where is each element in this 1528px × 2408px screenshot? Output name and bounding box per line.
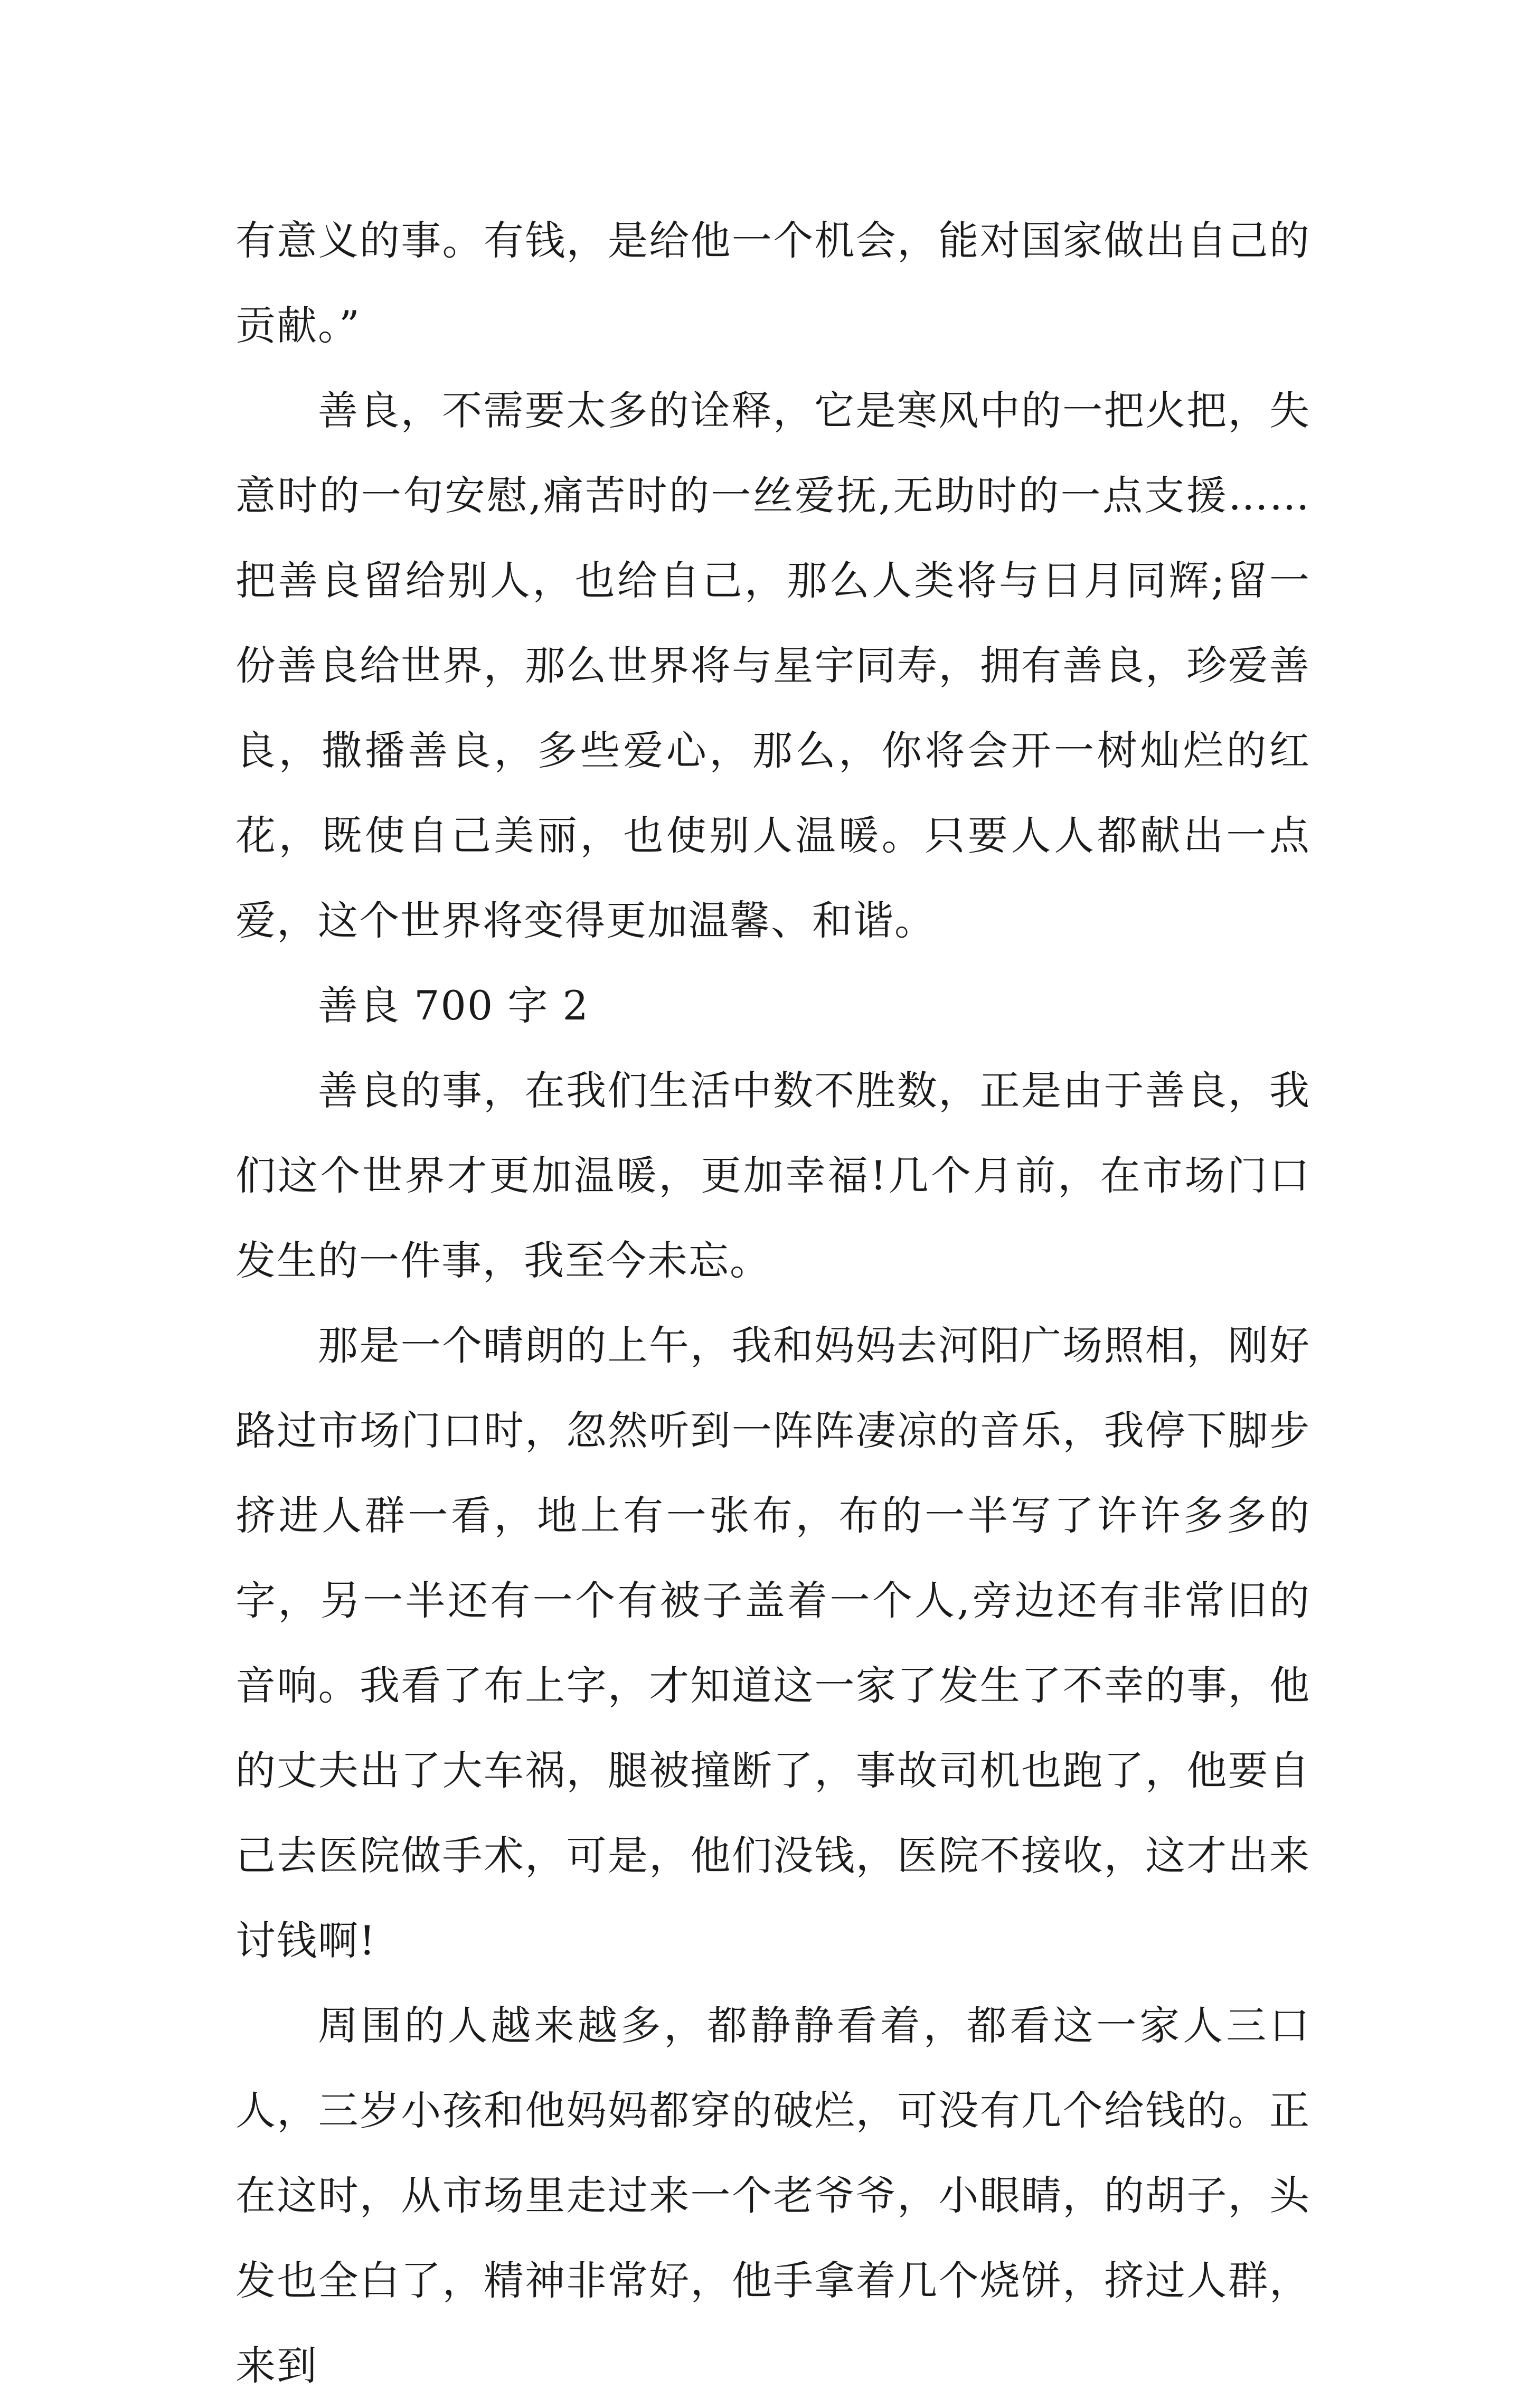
paragraph: 周围的人越来越多，都静静看着，都看这一家人三口人，三岁小孩和他妈妈都穿的破烂，可没有几个给钱的。正在这时，从市场里走过来一个老爷爷，小眼睛，的胡子，头发也全白了，精神非常好，他手拿着几个烧饼，挤过人群，来到: [235, 2002, 1310, 2389]
paragraph: 善良，不需要太多的诠释，它是寒风中的一把火把，失意时的一句安慰,痛苦时的一丝爱抚,无助时的一点支援……把善良留给别人，也给自己，那么人类将与日月同辉;留一份善良给世界，那么世界将与星宇同寿，拥有善良，珍爱善良，撒播善良，多些爱心，那么，你将会开一树灿烂的红花，既使自己美丽，也使别人温暖。只要人人都献出一点爱，这个世界将变得更加温馨、和谐。: [235, 387, 1310, 944]
section-heading: 善良 700 字 2: [318, 982, 589, 1029]
paragraph: 有意义的事。有钱，是给他一个机会，能对国家做出自己的贡献。”: [235, 217, 1310, 349]
document-body: [235, 198, 1310, 2408]
paragraph: 善良的事，在我们生活中数不胜数，正是由于善良，我们这个世界才更加温暖，更加幸福!几个月前，在市场门口发生的一件事，我至今未忘。: [235, 1067, 1310, 1284]
paragraph: 那是一个晴朗的上午，我和妈妈去河阳广场照相，刚好路过市场门口时，忽然听到一阵阵凄凉的音乐，我停下脚步挤进人群一看，地上有一张布，布的一半写了许许多多的字，另一半还有一个有被子盖着一个人,旁边还有非常旧的音响。我看了布上字，才知道这一家了发生了不幸的事，他的丈夫出了大车祸，腿被撞断了，事故司机也跑了，他要自己去医院做手术，可是，他们没钱，医院不接收，这才出来讨钱啊!: [235, 1322, 1310, 1964]
